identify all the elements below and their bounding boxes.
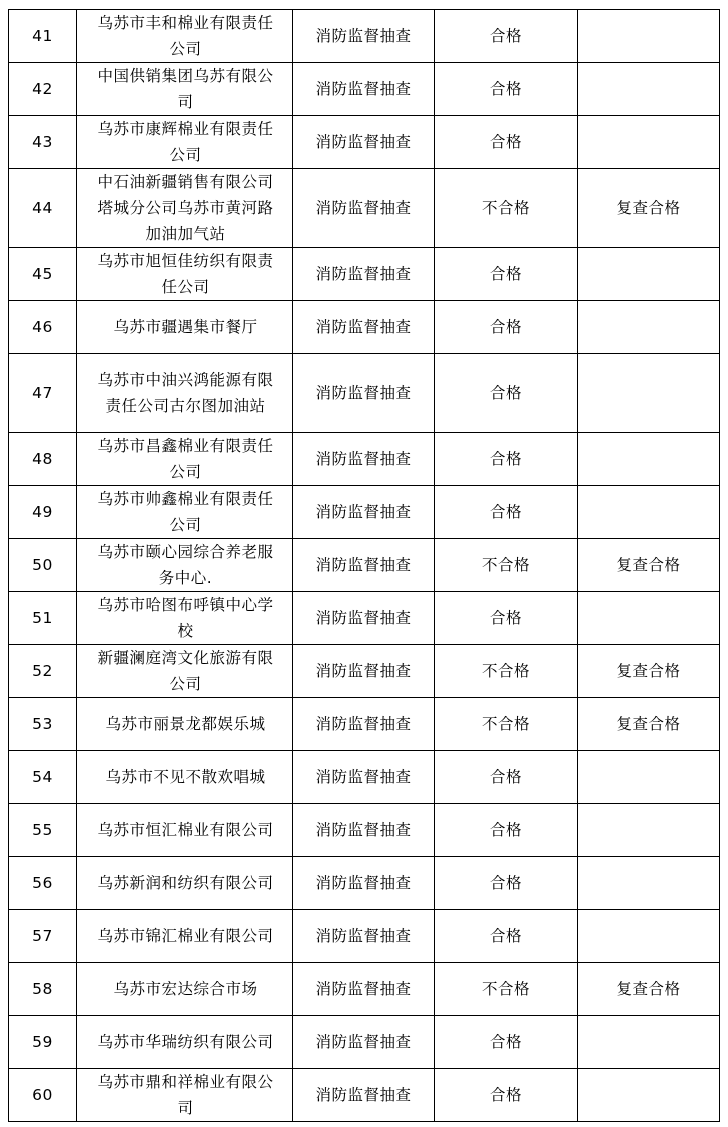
row-number-cell: 58 — [9, 963, 77, 1016]
row-number-cell: 56 — [9, 857, 77, 910]
row-number-cell: 53 — [9, 698, 77, 751]
review-result-cell — [578, 910, 720, 963]
inspection-type-cell: 消防监督抽查 — [293, 63, 435, 116]
company-name-cell: 乌苏市哈图布呼镇中心学校 — [77, 592, 293, 645]
company-name-cell: 乌苏市锦汇棉业有限公司 — [77, 910, 293, 963]
row-number-cell: 57 — [9, 910, 77, 963]
company-name-cell: 乌苏市不见不散欢唱城 — [77, 751, 293, 804]
inspection-type-cell: 消防监督抽查 — [293, 963, 435, 1016]
inspection-type-cell: 消防监督抽查 — [293, 1069, 435, 1122]
table-row — [9, 751, 720, 804]
result-cell: 合格 — [435, 116, 578, 169]
company-name-cell: 新疆澜庭湾文化旅游有限公司 — [77, 645, 293, 698]
company-name-cell: 乌苏市华瑞纺织有限公司 — [77, 1016, 293, 1069]
result-cell: 不合格 — [435, 963, 578, 1016]
inspection-table — [8, 9, 720, 1122]
row-number-cell: 42 — [9, 63, 77, 116]
row-number-cell: 44 — [9, 169, 77, 248]
review-result-cell — [578, 804, 720, 857]
table-row — [9, 910, 720, 963]
company-name-cell: 乌苏市颐心园综合养老服务中心. — [77, 539, 293, 592]
table-row — [9, 1016, 720, 1069]
company-name-cell: 乌苏市中油兴鸿能源有限责任公司古尔图加油站 — [77, 354, 293, 433]
row-number-cell: 41 — [9, 10, 77, 63]
inspection-type-cell: 消防监督抽查 — [293, 910, 435, 963]
inspection-type-cell: 消防监督抽查 — [293, 804, 435, 857]
review-result-cell — [578, 10, 720, 63]
review-result-cell — [578, 63, 720, 116]
result-cell: 合格 — [435, 10, 578, 63]
result-cell: 合格 — [435, 248, 578, 301]
table-row — [9, 804, 720, 857]
row-number-cell: 47 — [9, 354, 77, 433]
result-cell: 合格 — [435, 804, 578, 857]
review-result-cell — [578, 301, 720, 354]
company-name-cell: 乌苏市恒汇棉业有限公司 — [77, 804, 293, 857]
table-row — [9, 592, 720, 645]
result-cell: 合格 — [435, 592, 578, 645]
row-number-cell: 43 — [9, 116, 77, 169]
result-cell: 合格 — [435, 486, 578, 539]
result-cell: 合格 — [435, 63, 578, 116]
company-name-cell: 乌苏市宏达综合市场 — [77, 963, 293, 1016]
review-result-cell — [578, 592, 720, 645]
result-cell: 合格 — [435, 301, 578, 354]
review-result-cell — [578, 486, 720, 539]
result-cell: 合格 — [435, 1069, 578, 1122]
review-result-cell: 复查合格 — [578, 645, 720, 698]
table-row — [9, 116, 720, 169]
inspection-type-cell: 消防监督抽查 — [293, 539, 435, 592]
company-name-cell: 中国供销集团乌苏有限公司 — [77, 63, 293, 116]
table-row — [9, 1069, 720, 1122]
inspection-type-cell: 消防监督抽查 — [293, 751, 435, 804]
result-cell: 合格 — [435, 354, 578, 433]
row-number-cell: 50 — [9, 539, 77, 592]
result-cell: 合格 — [435, 1016, 578, 1069]
result-cell: 合格 — [435, 751, 578, 804]
company-name-cell: 乌苏市昌鑫棉业有限责任公司 — [77, 433, 293, 486]
inspection-type-cell: 消防监督抽查 — [293, 248, 435, 301]
inspection-type-cell: 消防监督抽查 — [293, 645, 435, 698]
table-row — [9, 354, 720, 433]
row-number-cell: 48 — [9, 433, 77, 486]
inspection-type-cell: 消防监督抽查 — [293, 116, 435, 169]
review-result-cell: 复查合格 — [578, 169, 720, 248]
company-name-cell: 乌苏市疆遇集市餐厅 — [77, 301, 293, 354]
table-row — [9, 301, 720, 354]
company-name-cell: 乌苏市丽景龙都娱乐城 — [77, 698, 293, 751]
inspection-type-cell: 消防监督抽查 — [293, 301, 435, 354]
row-number-cell: 60 — [9, 1069, 77, 1122]
result-cell: 不合格 — [435, 539, 578, 592]
table-row — [9, 10, 720, 63]
review-result-cell — [578, 354, 720, 433]
company-name-cell: 乌苏新润和纺织有限公司 — [77, 857, 293, 910]
inspection-type-cell: 消防监督抽查 — [293, 354, 435, 433]
result-cell: 合格 — [435, 857, 578, 910]
review-result-cell — [578, 751, 720, 804]
row-number-cell: 46 — [9, 301, 77, 354]
company-name-cell: 中石油新疆销售有限公司塔城分公司乌苏市黄河路加油加气站 — [77, 169, 293, 248]
company-name-cell: 乌苏市丰和棉业有限责任公司 — [77, 10, 293, 63]
review-result-cell: 复查合格 — [578, 963, 720, 1016]
inspection-type-cell: 消防监督抽查 — [293, 10, 435, 63]
row-number-cell: 52 — [9, 645, 77, 698]
table-row — [9, 539, 720, 592]
review-result-cell — [578, 1069, 720, 1122]
table-row — [9, 248, 720, 301]
table-row — [9, 486, 720, 539]
company-name-cell: 乌苏市鼎和祥棉业有限公司 — [77, 1069, 293, 1122]
inspection-type-cell: 消防监督抽查 — [293, 433, 435, 486]
company-name-cell: 乌苏市康辉棉业有限责任公司 — [77, 116, 293, 169]
row-number-cell: 54 — [9, 751, 77, 804]
result-cell: 合格 — [435, 910, 578, 963]
review-result-cell: 复查合格 — [578, 539, 720, 592]
result-cell: 不合格 — [435, 169, 578, 248]
result-cell: 不合格 — [435, 645, 578, 698]
row-number-cell: 59 — [9, 1016, 77, 1069]
table-row — [9, 169, 720, 248]
review-result-cell — [578, 248, 720, 301]
table-row — [9, 963, 720, 1016]
row-number-cell: 51 — [9, 592, 77, 645]
review-result-cell — [578, 116, 720, 169]
inspection-type-cell: 消防监督抽查 — [293, 698, 435, 751]
table-row — [9, 857, 720, 910]
review-result-cell: 复查合格 — [578, 698, 720, 751]
row-number-cell: 45 — [9, 248, 77, 301]
inspection-type-cell: 消防监督抽查 — [293, 486, 435, 539]
inspection-type-cell: 消防监督抽查 — [293, 857, 435, 910]
row-number-cell: 49 — [9, 486, 77, 539]
inspection-type-cell: 消防监督抽查 — [293, 169, 435, 248]
result-cell: 不合格 — [435, 698, 578, 751]
table-row — [9, 645, 720, 698]
review-result-cell — [578, 1016, 720, 1069]
inspection-type-cell: 消防监督抽查 — [293, 1016, 435, 1069]
review-result-cell — [578, 433, 720, 486]
table-row — [9, 698, 720, 751]
review-result-cell — [578, 857, 720, 910]
table-row — [9, 433, 720, 486]
table-body — [9, 10, 720, 1122]
table-row — [9, 63, 720, 116]
result-cell: 合格 — [435, 433, 578, 486]
company-name-cell: 乌苏市旭恒佳纺织有限责任公司 — [77, 248, 293, 301]
inspection-type-cell: 消防监督抽查 — [293, 592, 435, 645]
company-name-cell: 乌苏市帅鑫棉业有限责任公司 — [77, 486, 293, 539]
row-number-cell: 55 — [9, 804, 77, 857]
